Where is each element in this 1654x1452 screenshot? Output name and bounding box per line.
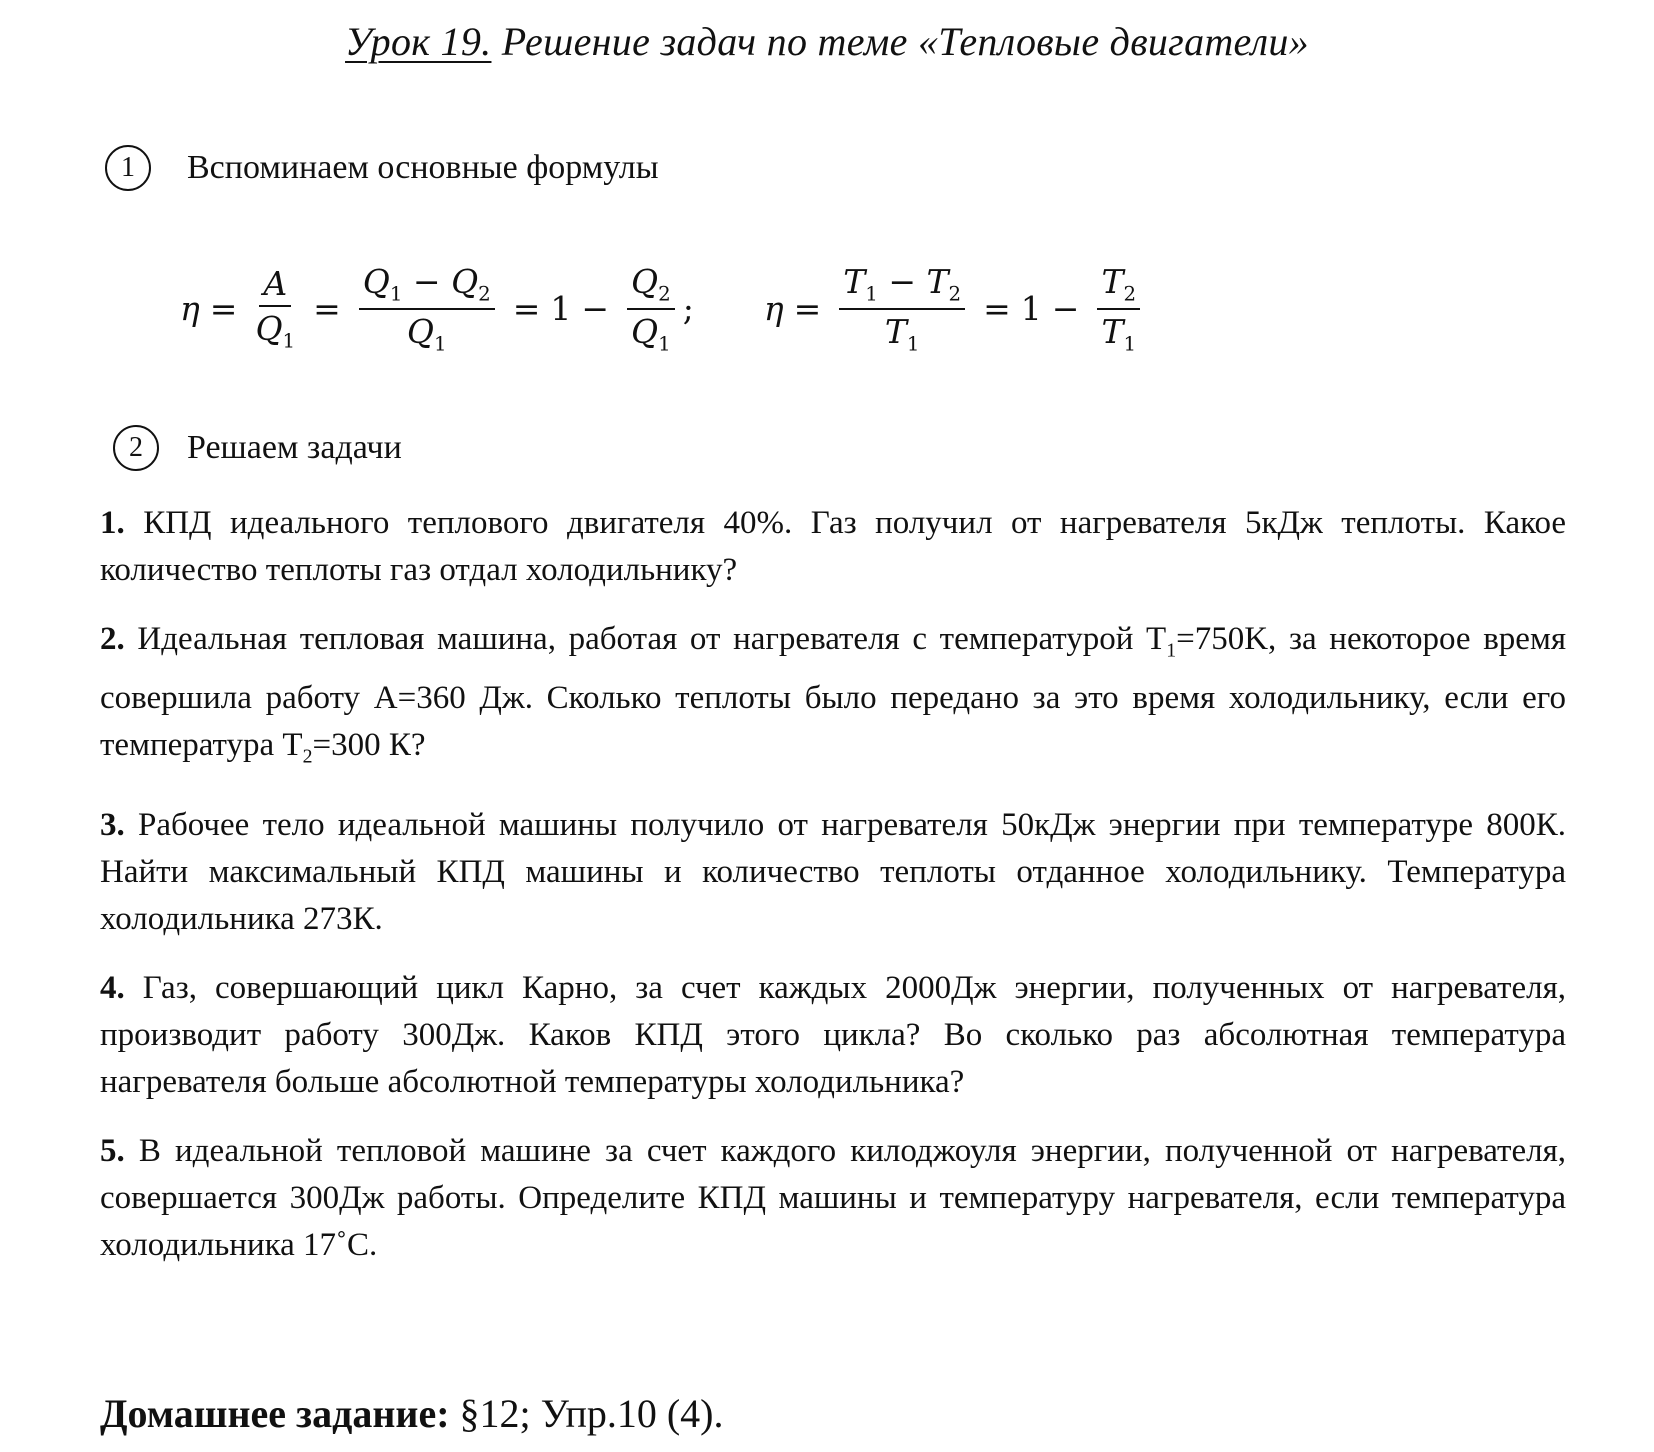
subscript: 1 — [1166, 639, 1177, 662]
one: 1 — [550, 289, 572, 329]
t-symbol: T — [884, 311, 907, 351]
t-symbol: T — [1101, 262, 1124, 301]
equals-sign: = — [313, 289, 341, 329]
problem-item — [100, 500, 1566, 594]
problem-text: Рабочее тело идеальной машины получило от нагревателя 50кДж энергии при температуре 800К. Найти максимальный КПД машины и количество теплоты отданное холодильнику. Температура холодильника 273К. — [100, 807, 1567, 938]
problem-item — [100, 802, 1566, 943]
problem-text: Идеальная тепловая машина, работая от нагревателя с температурой T — [137, 621, 1167, 657]
minus-sign: − — [888, 262, 917, 301]
problem-number: 3. — [100, 807, 125, 844]
minus-sign: − — [412, 262, 441, 301]
problem-item — [100, 1128, 1566, 1269]
eta-symbol: η — [763, 289, 784, 329]
subscript: 2 — [1123, 282, 1137, 306]
denominator — [631, 310, 671, 356]
numerator — [359, 262, 495, 310]
page-title — [0, 18, 1654, 65]
fraction — [627, 262, 675, 355]
t-symbol: T — [1101, 311, 1124, 351]
subscript: 2 — [658, 282, 671, 306]
subscript: 1 — [389, 282, 403, 306]
denominator — [407, 310, 447, 356]
problem-number: 4. — [100, 970, 125, 1007]
problem-text: =750K, за некоторое время совершила работу A=360 Дж. Сколько теплоты было передано за это время холодильнику, если его температура T — [100, 621, 1567, 763]
equals-sign: = — [793, 289, 822, 329]
lesson-number: Урок 19. — [345, 19, 492, 64]
equals-sign: = — [209, 289, 238, 329]
formulas — [180, 262, 1148, 355]
subscript: 2 — [302, 745, 313, 768]
semicolon: ; — [682, 289, 694, 329]
problem-number: 5. — [100, 1133, 125, 1170]
subscript: 1 — [282, 329, 296, 353]
fraction — [359, 262, 495, 355]
denominator — [1101, 310, 1136, 356]
one: 1 — [1020, 289, 1042, 329]
efficiency-temperature-formula — [764, 262, 1148, 355]
subscript: 1 — [906, 332, 920, 356]
fraction — [839, 262, 965, 355]
subscript: 1 — [433, 332, 447, 356]
efficiency-heat-formula — [180, 262, 694, 355]
section-number-badge: 2 — [113, 425, 159, 471]
q-symbol: Q — [631, 262, 659, 301]
denominator — [255, 307, 295, 353]
problem-text: В идеальной тепловой машине за счет каждого килоджоуля энергии, полученной от нагревателя, совершается 300Дж работы. Определите КПД машины и температуру нагревателя, если температура холодильника 17˚С. — [100, 1133, 1566, 1264]
eta-symbol: η — [180, 289, 200, 329]
equals-sign: = — [983, 289, 1011, 329]
problem-item — [100, 616, 1566, 780]
q-symbol: Q — [255, 309, 283, 349]
section-label: Вспоминаем основные формулы — [187, 149, 659, 186]
problem-list — [100, 500, 1566, 1291]
minus-sign: − — [1051, 289, 1080, 329]
problem-text: КПД идеального теплового двигателя 40%. Газ получил от нагревателя 5кДж теплоты. Какое количество теплоты газ отдал холодильнику? — [100, 505, 1566, 588]
subscript: 1 — [658, 332, 671, 356]
q-symbol: Q — [451, 262, 479, 301]
subscript: 1 — [1123, 332, 1137, 356]
minus-sign: − — [581, 289, 610, 329]
q-symbol: Q — [631, 311, 659, 351]
problem-number: 2. — [100, 621, 125, 657]
numerator — [1097, 262, 1140, 310]
t-symbol: T — [926, 262, 949, 301]
homework — [100, 1390, 724, 1437]
homework-label: Домашнее задание: — [100, 1391, 450, 1436]
section-label: Решаем задачи — [187, 429, 402, 466]
subscript: 2 — [478, 282, 491, 306]
section-number-badge: 1 — [105, 145, 151, 191]
subscript: 1 — [865, 282, 878, 306]
problem-text: =300 К? — [312, 726, 426, 763]
section-problems — [105, 425, 402, 471]
subscript: 2 — [948, 282, 962, 306]
section-formulas — [105, 145, 659, 191]
lesson-topic: Решение задач по теме «Тепловые двигатели» — [491, 19, 1309, 64]
q-symbol: Q — [362, 262, 390, 301]
fraction — [1097, 262, 1140, 355]
numerator — [259, 264, 291, 307]
q-symbol: Q — [406, 311, 434, 351]
t-symbol: T — [843, 262, 866, 301]
problem-item — [100, 965, 1566, 1106]
problem-number: 1. — [100, 505, 125, 541]
denominator — [885, 310, 920, 356]
fraction — [255, 264, 295, 353]
work-symbol: A — [263, 264, 288, 304]
homework-value: §12; Упр.10 (4). — [449, 1391, 724, 1436]
equals-sign: = — [512, 289, 541, 329]
numerator — [839, 262, 965, 310]
numerator — [627, 262, 675, 310]
problem-text: Газ, совершающий цикл Карно, за счет каждых 2000Дж энергии, полученных от нагревателя, производит работу 300Дж. Каков КПД этого цикла? Во сколько раз абсолютная температура нагревателя больше абсолютной температуры холодильника? — [100, 970, 1566, 1101]
